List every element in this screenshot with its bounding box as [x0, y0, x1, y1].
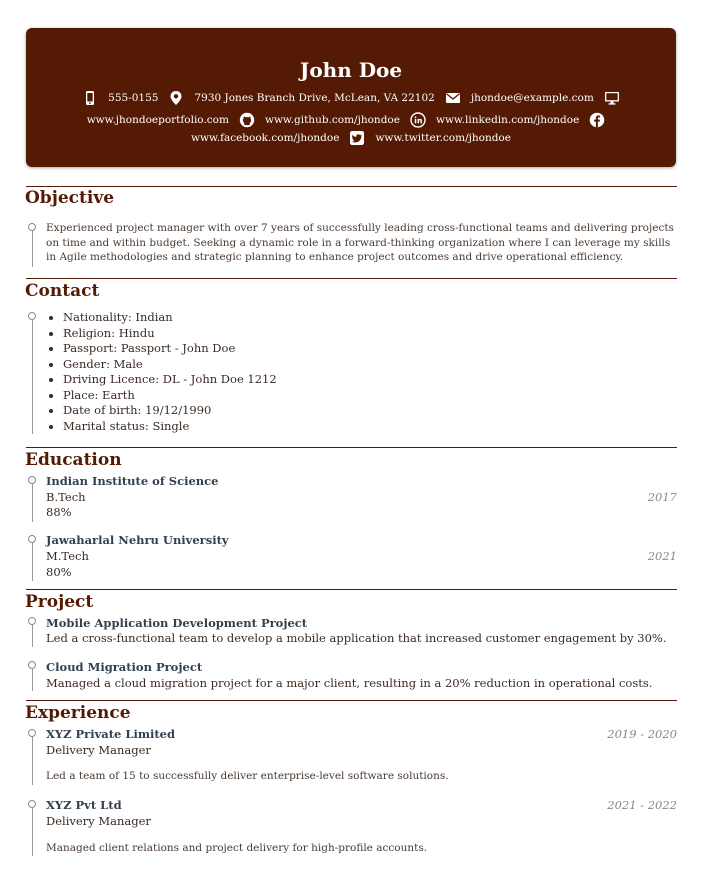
list-item: • Date of birth: 19/12/1990 [63, 403, 277, 419]
timeline-line [32, 320, 33, 434]
contact-line-2 [26, 112, 676, 128]
contact-rule [26, 278, 677, 279]
project-description: Managed a cloud migration project for a major client, resulting in a 20% reduction in operational costs. [46, 676, 653, 690]
timeline-dot [28, 223, 36, 231]
personal-details-list [46, 310, 277, 434]
project-name: Mobile Application Development Project [46, 616, 308, 630]
experience-description: Managed client relations and project delivery for high-profile accounts. [46, 842, 428, 854]
list-item: • Place: Earth [63, 388, 277, 404]
project-heading: Project [25, 592, 94, 612]
timeline-dot [28, 312, 36, 320]
timeline-dot [28, 800, 36, 808]
project-rule [26, 589, 677, 590]
experience-role: Delivery Manager [46, 743, 151, 757]
education-degree: B.Tech [46, 490, 86, 504]
portfolio-link[interactable]: www.jhondoeportfolio.com [86, 114, 229, 126]
timeline-line [32, 625, 33, 647]
twitter-icon [349, 130, 365, 146]
experience-dates: 2021 - 2022 [607, 798, 677, 812]
list-item: • Marital status: Single [63, 419, 277, 435]
timeline-dot [28, 729, 36, 737]
phone-icon [82, 90, 98, 106]
list-item: • Nationality: Indian [63, 310, 277, 326]
experience-role: Delivery Manager [46, 814, 151, 828]
education-year: 2017 [647, 490, 677, 504]
location-pin-icon [168, 90, 184, 106]
experience-rule [26, 700, 677, 701]
list-item: • Gender: Male [63, 357, 277, 373]
experience-description: Led a team of 15 to successfully deliver enterprise-level software solutions. [46, 770, 449, 782]
experience-company: XYZ Private Limited [46, 727, 176, 741]
github-link[interactable]: www.github.com/jhondoe [264, 114, 400, 126]
experience-heading: Experience [25, 703, 131, 723]
list-item: • Driving Licence: DL - John Doe 1212 [63, 372, 277, 388]
project-name: Cloud Migration Project [46, 660, 203, 674]
education-year: 2021 [647, 549, 677, 563]
timeline-line [32, 231, 33, 267]
objective-rule [26, 186, 677, 187]
education-score: 88% [46, 505, 72, 519]
timeline-dot [28, 476, 36, 484]
contact-line-3 [26, 130, 676, 146]
education-school: Jawaharlal Nehru University [46, 533, 229, 547]
list-item: • Passport: Passport - John Doe [63, 341, 277, 357]
timeline-dot [28, 617, 36, 625]
timeline-line [32, 484, 33, 522]
timeline-line [32, 669, 33, 691]
candidate-name: John Doe [299, 58, 403, 82]
github-icon [239, 112, 255, 128]
experience-dates: 2019 - 2020 [607, 727, 677, 741]
resume-header [26, 28, 676, 167]
linkedin-icon [410, 112, 426, 128]
timeline-line [32, 543, 33, 581]
envelope-icon [445, 90, 461, 106]
linkedin-link[interactable]: www.linkedin.com/jhondoe [435, 114, 580, 126]
contact-line-1 [26, 90, 676, 106]
experience-company: XYZ Pvt Ltd [46, 798, 122, 812]
education-score: 80% [46, 565, 72, 579]
project-description: Led a cross-functional team to develop a mobile application that increased customer engagement by 30%. [46, 631, 667, 645]
education-rule [26, 447, 677, 448]
education-school: Indian Institute of Science [46, 474, 219, 488]
facebook-link[interactable]: www.facebook.com/jhondoe [191, 132, 340, 144]
phone-text[interactable]: 555-0155 [108, 92, 159, 104]
timeline-line [32, 808, 33, 856]
list-item: • Religion: Hindu [63, 326, 277, 342]
timeline-line [32, 737, 33, 785]
objective-heading: Objective [25, 188, 115, 208]
timeline-dot [28, 661, 36, 669]
facebook-icon [589, 112, 605, 128]
education-heading: Education [25, 450, 122, 470]
objective-text: Experienced project manager with over 7 years of successfully leading cross-functional teams and delivering projects on time and within budget. Seeking a dynamic role in a forward-thinking organization where I can leverage my skills in Agile methodologies and strategic planning to enhance project outcomes and drive operational efficiency. [46, 222, 674, 264]
education-degree: M.Tech [46, 549, 89, 563]
email-link[interactable]: jhondoe@example.com [470, 92, 594, 104]
address-text: 7930 Jones Branch Drive, McLean, VA 22102 [194, 92, 435, 104]
desktop-monitor-icon [604, 90, 620, 106]
timeline-dot [28, 535, 36, 543]
contact-heading: Contact [25, 281, 100, 301]
twitter-link[interactable]: www.twitter.com/jhondoe [375, 132, 511, 144]
